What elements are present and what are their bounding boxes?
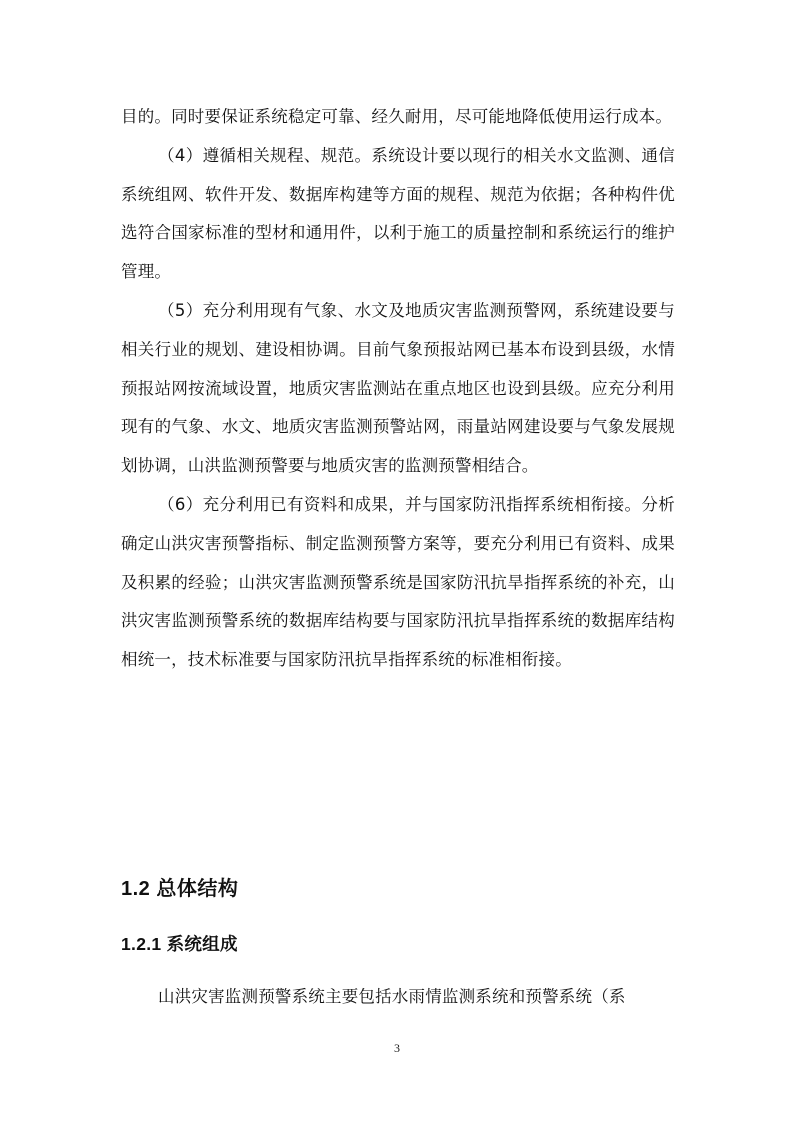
paragraph-system-composition: 山洪灾害监测预警系统主要包括水雨情监测系统和预警系统（系 [158,987,626,1006]
paragraph-principle-5: （5）充分利用现有气象、水文及地质灾害监测预警网，系统建设要与相关行业的规划、建设相协调。目前气象预报站网已基本布设到县级，水情预报站网按流域设置，地质灾害监测站在重点地区也设到县级。应充分利用现有的气象、水文、地质灾害监测预警站网，雨量站网建设要与气象发展规划协调，山洪监测预警要与地质灾害的监测预警相结合。 [121,300,675,476]
paragraph-principle-6: （6）充分利用已有资料和成果，并与国家防汛指挥系统相衔接。分析确定山洪灾害预警指标、制定监测预警方案等，要充分利用已有资料、成果及积累的经验；山洪灾害监测预警系统是国家防汛抗旱指挥系统的补充，山洪灾害监测预警系统的数据库结构要与国家防汛抗旱指挥系统的数据库结构相统一，技术标准要与国家防汛抗旱指挥系统的标准相衔接。 [121,494,675,670]
paragraph-principle-4: （4）遵循相关规程、规范。系统设计要以现行的相关水文监测、通信系统组网、软件开发、数据库构建等方面的规程、规范为依据；各种构件优选符合国家标准的型材和通用件，以利于施工的质量控制和系统运行的维护管理。 [121,145,675,282]
paragraph-continuation: 目的。同时要保证系统稳定可靠、经久耐用，尽可能地降低使用运行成本。 [121,107,673,126]
subsection-heading: 1.2.1 系统组成 [121,934,238,954]
page-body [121,98,675,1006]
page-number: 3 [394,1041,400,1055]
section-heading: 1.2 总体结构 [121,878,239,900]
